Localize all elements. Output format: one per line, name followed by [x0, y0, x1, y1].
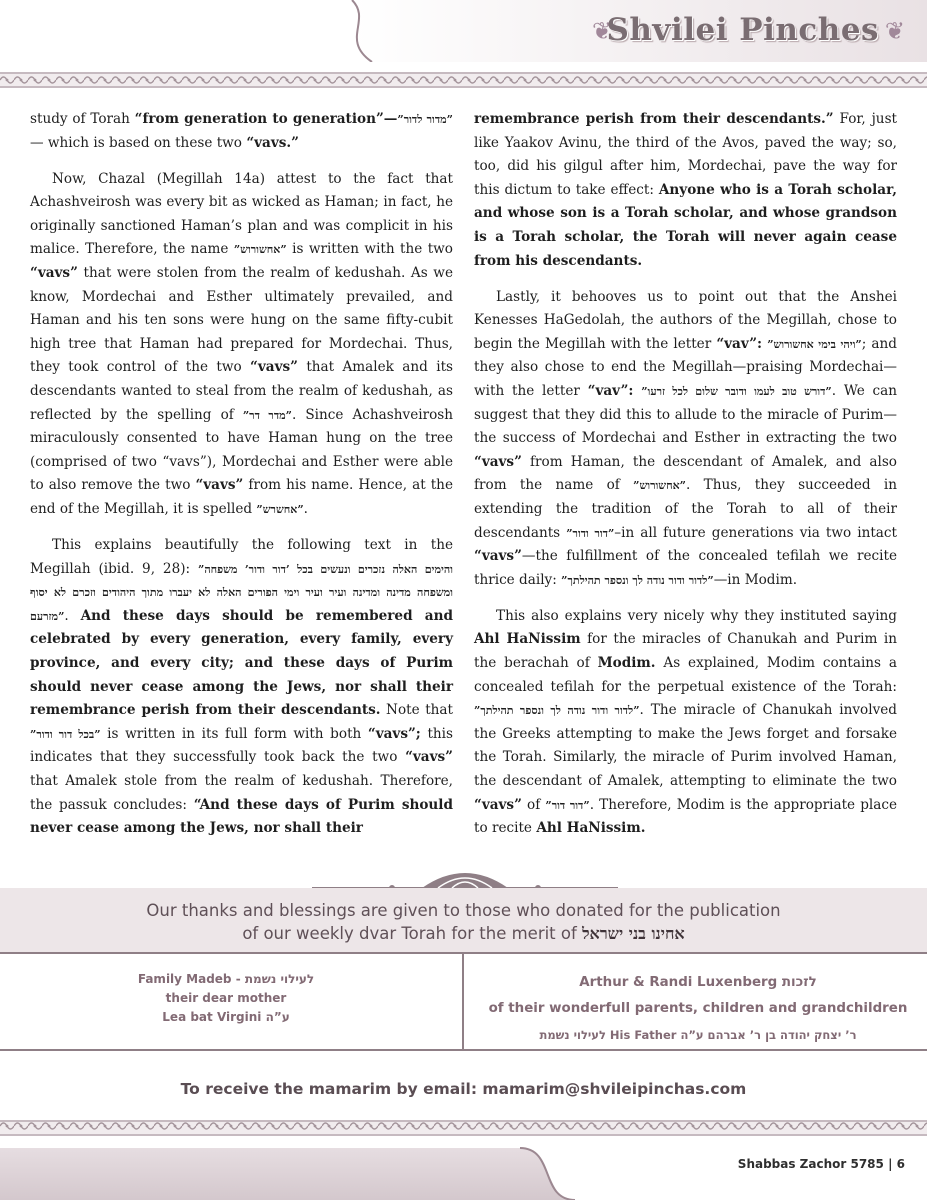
page-footer	[738, 1157, 905, 1171]
hebrew-quote: ”דור ודור”	[566, 526, 615, 540]
text-run: .	[64, 607, 81, 624]
text-run: from his name. Hence, at the end of the Megillah, it is spelled	[30, 477, 453, 517]
text-run: . The miracle of Chanukah involved the Greeks attempting to make the Jews forget and forsake the Torah. Similarly, the miracle of Purim involved Haman, the descendant of Amalek, attempting to eliminate the two	[474, 702, 897, 790]
hebrew-quote: ”דור דור”	[545, 798, 590, 812]
donor-column-separator	[462, 953, 464, 1050]
article-paragraph	[474, 605, 897, 841]
text-run: Note that	[380, 702, 453, 719]
article-paragraph	[30, 534, 453, 841]
text-run: Lastly, it behooves us to point out that the Anshei Kenesses HaGedolah, the authors of the Megillah, chose to begin the Megillah with the letter	[474, 288, 897, 352]
hebrew-quote: ”מדור לדור”	[397, 113, 453, 126]
bold-text: “vavs”	[474, 453, 522, 470]
page-number: 6	[896, 1157, 905, 1171]
hebrew-quote: ”ויהי בימי אחשורוש”	[767, 337, 862, 351]
bold-text: “vavs”	[250, 359, 298, 376]
hebrew-quote: ”בכל דור ודור”	[30, 727, 101, 741]
text-run: that Amalek stole from the realm of kedushah. Therefore, the passuk concludes:	[30, 773, 453, 813]
bold-text: “vavs”	[405, 749, 453, 766]
text-run: .	[303, 501, 308, 517]
bold-text: “vav”:	[587, 383, 634, 400]
bold-text: Modim.	[597, 655, 656, 672]
bold-text: “from generation to generation”—	[134, 111, 398, 127]
bold-text: “vavs”	[474, 796, 522, 813]
donor-title	[0, 899, 927, 945]
article-paragraph	[474, 108, 897, 273]
donor-right-dedication: Arthur & Randi Luxenberg לזכות of their wonderfull parents, children and grandchildren לעילוי נשמת His Father ר’ יצחק יהודה בן ר’ אברהם ע”ה	[488, 975, 908, 1042]
hebrew-quote: ”אחשורוש”	[633, 479, 686, 493]
issue-label: Shabbas Zachor 5785	[737, 1157, 884, 1171]
hebrew-quote: ”מדר דר”	[242, 408, 292, 422]
text-run: This also explains very nicely why they instituted saying	[496, 607, 897, 624]
bold-text: “vavs”	[195, 477, 244, 494]
text-run: —the fulfillment of the concealed tefilah we recite thrice daily:	[474, 548, 897, 588]
donor-title-line2: of our weekly dvar Torah for the merit of אחינו בני ישראל	[242, 924, 685, 943]
text-run: that Amalek and its descendants wanted to steal from the realm of kedushah, as reflected by the spelling of	[30, 359, 454, 423]
bold-text: “vav”:	[716, 335, 763, 352]
text-run: —in Modim.	[713, 571, 798, 588]
text-run: . We can suggest that they did this to allude to the miracle of Purim—the success of Mordechai and Esther in extracting the two	[474, 383, 897, 447]
article-column-left	[30, 108, 453, 853]
brand-ornament-right-icon: ❦	[884, 17, 905, 45]
text-run: . Since Achashveirosh miraculously consented to have Haman hung on the tree (comprised of two “vavs”), Mordechai and Esther were able to also remove the two	[30, 406, 453, 494]
bold-text: “vavs.”	[246, 134, 299, 151]
text-run: . Therefore, Modim is the appropriate place to recite	[474, 796, 898, 837]
text-run: for the miracles of Chanukah and Purim in the berachah of	[474, 631, 897, 672]
text-run: –in all future generations via two intact	[614, 524, 897, 541]
footer-separator: |	[888, 1157, 893, 1171]
donor-left-dedication: Family Madeb - לעילוי נשמת their dear mother Lea bat Virgini ע”ה	[137, 972, 315, 1024]
hebrew-quote: ”דורש טוב לעמו ודובר שלום לכל זרעו”	[641, 385, 832, 399]
text-run: For, just like Yaakov Avinu, the third of the Avos, paved the way; so, too, did his gilgul after him, Mordechai, pave the way for this dictum to take effect:	[474, 111, 898, 198]
brand-ornament-left-icon: ❦	[592, 17, 613, 45]
bold-text: “vavs”	[30, 265, 78, 282]
brand-title: Shvilei Pinches	[606, 12, 879, 48]
article-paragraph	[30, 168, 453, 522]
hebrew-quote: ”אחשורוש”	[233, 243, 287, 257]
bold-text: Ahl HaNissim	[474, 631, 581, 648]
header-ornamental-border	[0, 72, 927, 88]
donor-title-line1: Our thanks and blessings are given to those who donated for the publication	[146, 901, 781, 920]
bold-text: “vavs”	[474, 548, 522, 565]
article-column-right	[474, 108, 897, 853]
hebrew-quote: ”לדור ודור נודה לך ונספר תהילתך”	[474, 704, 640, 718]
article-paragraph	[474, 286, 897, 593]
bold-text: Ahl HaNissim.	[536, 820, 646, 837]
text-run: — which is based on these two	[30, 134, 247, 151]
text-run: that were stolen from the realm of kedushah. As we know, Mordechai and Esther ultimately prevailed, and Haman and his ten sons were hung on the same fifty-cubit high tree that Haman had prepared for Mordechai. Thus, they took control of the two	[30, 265, 453, 376]
text-run: This explains beautifully the following text in the Megillah (ibid. 9, 28):	[30, 537, 453, 577]
text-run: Now, Chazal (Megillah 14a) attest to the fact that Achashveirosh was every bit as wicked as Haman; in fact, he originally sanctioned Haman’s plan and was complicit in his malice. Therefore, the name	[30, 170, 453, 258]
text-run: . Thus, they succeeded in extending the tradition of the Torah to all of their descendants	[474, 477, 897, 541]
hebrew-quote: ”אחשרש”	[256, 503, 304, 516]
text-run: study of Torah	[30, 111, 135, 127]
text-run: is written in its full form with both	[100, 725, 368, 742]
bold-text: “And these days of Purim should never cease among the Jews, nor shall their	[30, 796, 453, 837]
hebrew-quote: ”לדור ודור נודה לך ונספר תהילתך”	[561, 573, 714, 587]
bold-text: remembrance perish from their descendants.”	[474, 111, 834, 127]
text-run: ; and they also chose to end the Megillah—praising Mordechai—with the letter	[474, 335, 897, 400]
bold-text: And these days should be remembered and celebrated by every generation, every family, every province, and every city; and these days of Purim should never cease among the Jews, nor shall their remembrance perish from their descendants.	[30, 607, 453, 719]
donor-title-hebrew: אחינו בני ישראל	[582, 924, 685, 943]
text-run: of	[521, 796, 546, 813]
email-subscribe-text: To receive the mamarim by email: mamarim@shvileipinchas.com	[180, 1080, 747, 1098]
text-run: As explained, Modim contains a concealed tefilah for the perpetual existence of the Torah:	[474, 655, 897, 695]
text-run: is written with the two	[286, 241, 453, 258]
hebrew-quote: ”והימים האלה נזכרים ונעשים בכל ’דור ודור’ משפחה ומשפחה מדינה ומדינה ועיר ועיר וימי הפורים האלה לא יעברו מתוך היהודים וזכרם לא יסוף מזרעם”	[30, 562, 453, 623]
text-run: this indicates that they successfully took back the two	[30, 725, 453, 766]
text-run: from Haman, the descendant of Amalek, and also from the name of	[474, 453, 897, 494]
bold-text: “vavs”;	[367, 725, 421, 742]
article-paragraph	[30, 108, 453, 155]
bold-text: Anyone who is a Torah scholar, and whose son is a Torah scholar, and whose grandson is a Torah scholar, the Torah will never again cease from his descendants.	[474, 181, 897, 269]
